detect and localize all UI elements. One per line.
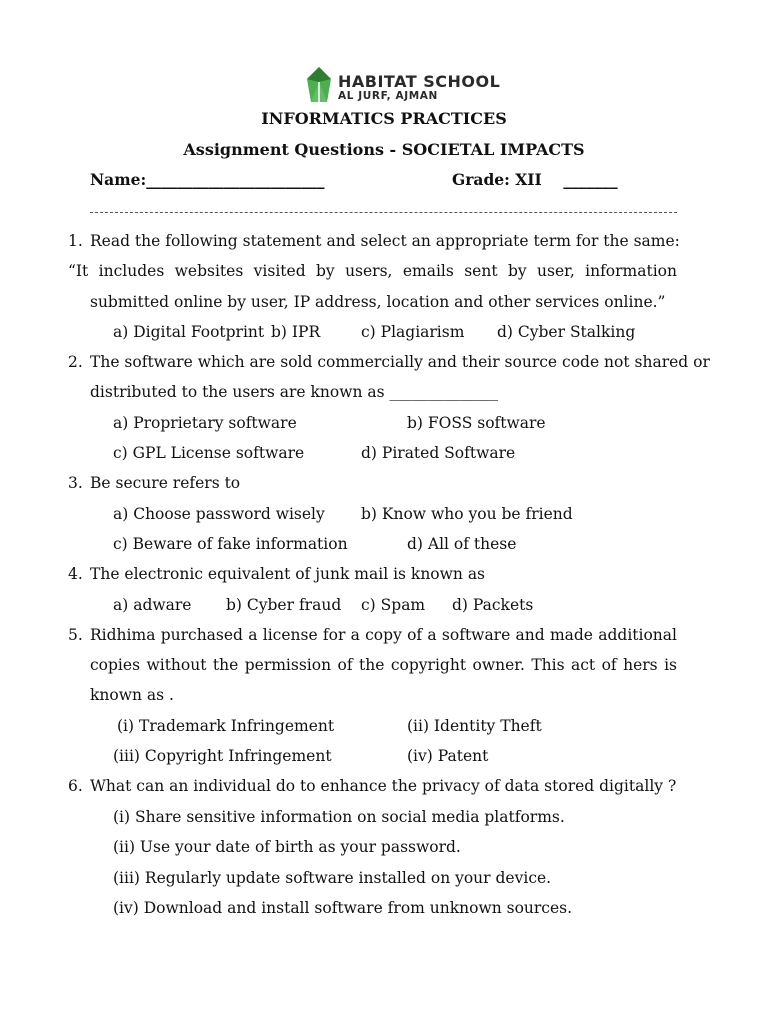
- option-c: c) Plagiarism: [361, 323, 465, 341]
- option-c: c) GPL License software: [113, 444, 305, 462]
- option-2: (ii) Use your date of birth as your password.: [113, 838, 461, 856]
- question-text: copies without the permission of the copyright owner. This act of hers is: [90, 656, 677, 674]
- school-name: HABITAT SCHOOL: [338, 72, 501, 91]
- option-2: (ii) Identity Theft: [407, 717, 542, 735]
- assignment-title: Assignment Questions - SOCIETAL IMPACTS: [183, 140, 585, 159]
- option-4: (iv) Patent: [407, 747, 489, 765]
- option-c: c) Spam: [361, 596, 426, 614]
- question-text: distributed to the users are known as ______________: [90, 383, 499, 401]
- question-text: Be secure refers to: [90, 474, 241, 492]
- option-d: d) All of these: [407, 535, 517, 553]
- grade-label: Grade: XII: [452, 170, 542, 189]
- subject-title: INFORMATICS PRACTICES: [261, 109, 507, 128]
- question-text: Read the following statement and select an appropriate term for the same:: [90, 232, 680, 250]
- option-a: a) Digital Footprint: [113, 323, 265, 341]
- option-a: a) Choose password wisely: [113, 505, 325, 523]
- question-text: Ridhima purchased a license for a copy of a software and made additional: [90, 626, 677, 644]
- quote-line: submitted online by user, IP address, location and other services online.”: [90, 293, 666, 311]
- question-number: 3.: [68, 474, 83, 492]
- option-a: a) adware: [113, 596, 192, 614]
- grade-blank: _______: [563, 170, 618, 189]
- option-3: (iii) Regularly update software installed on your device.: [113, 869, 552, 887]
- option-d: d) Cyber Stalking: [497, 323, 636, 341]
- name-field: [90, 170, 324, 190]
- question-text: The software which are sold commercially and their source code not shared or: [90, 353, 710, 371]
- option-a: a) Proprietary software: [113, 414, 297, 432]
- question-text: known as .: [90, 686, 174, 704]
- quote-line: “It includes websites visited by users, emails sent by user, information: [68, 262, 677, 280]
- divider: [90, 212, 677, 213]
- question-number: 2.: [68, 353, 83, 371]
- grade-field: [452, 170, 618, 190]
- question-number: 5.: [68, 626, 83, 644]
- option-b: b) Cyber fraud: [226, 596, 342, 614]
- option-c: c) Beware of fake information: [113, 535, 348, 553]
- school-location: AL JURF, AJMAN: [338, 90, 438, 102]
- name-blank: _______________________: [146, 170, 325, 189]
- option-3: (iii) Copyright Infringement: [113, 747, 332, 765]
- question-number: 4.: [68, 565, 83, 583]
- option-4: (iv) Download and install software from unknown sources.: [113, 899, 573, 917]
- option-1: (i) Trademark Infringement: [117, 717, 335, 735]
- school-logo: [304, 66, 504, 106]
- option-d: d) Packets: [452, 596, 534, 614]
- question-text: What can an individual do to enhance the privacy of data stored digitally ?: [90, 777, 677, 795]
- question-text: The electronic equivalent of junk mail is known as: [90, 565, 486, 583]
- question-number: 1.: [68, 232, 83, 250]
- option-b: b) FOSS software: [407, 414, 546, 432]
- option-b: b) Know who you be friend: [361, 505, 573, 523]
- option-b: b) IPR: [271, 323, 321, 341]
- option-1: (i) Share sensitive information on social media platforms.: [113, 808, 565, 826]
- question-number: 6.: [68, 777, 83, 795]
- option-d: d) Pirated Software: [361, 444, 516, 462]
- school-emblem-icon: [306, 66, 332, 104]
- name-label: Name:: [90, 170, 147, 189]
